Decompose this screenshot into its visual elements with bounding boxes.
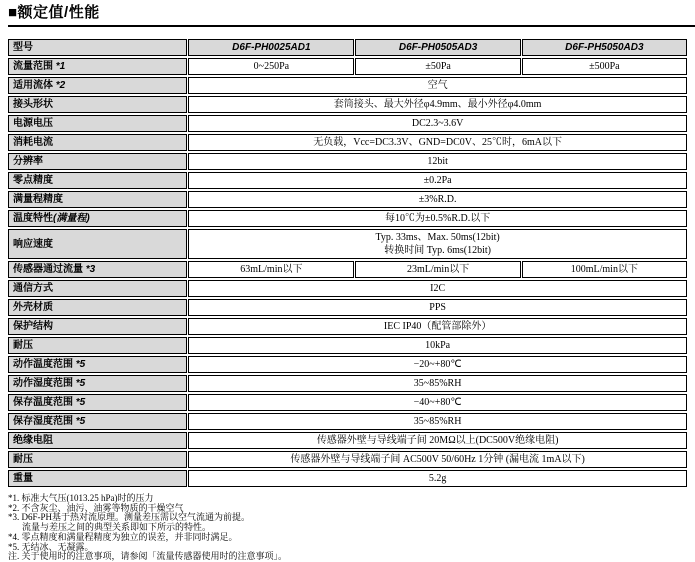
value-line: 5.2g <box>428 473 447 484</box>
value-line: 无负载，Vcc=DC3.3V、GND=DC0V、25℃时，6mA以下 <box>313 137 563 148</box>
value-cell <box>188 96 687 113</box>
value-line: Typ. 33ms、Max. 50ms(12bit) <box>375 232 500 243</box>
footnote-marker: *5 <box>75 378 86 389</box>
table-row <box>8 77 687 94</box>
value-cell <box>188 172 687 189</box>
footnote-marker: *2 <box>55 80 66 91</box>
value-line: 空气 <box>427 80 448 91</box>
value-line: 每10℃为±0.5%R.D.以下 <box>385 213 491 224</box>
table-row <box>8 96 687 113</box>
table-row <box>8 191 687 208</box>
value-line: ±0.2Pa <box>423 175 452 186</box>
footnote-marker: *1 <box>55 61 66 72</box>
page-title: ■额定值/性能 <box>8 4 100 21</box>
value-cell <box>188 394 687 411</box>
value-line: 传感器外壁与导线端子间 AC500V 50/60Hz 1分钟 (漏电流 1mA以下) <box>290 454 585 465</box>
value-line: −20~+80℃ <box>413 359 462 370</box>
model-header-label: 型号 <box>8 39 187 56</box>
footnote: *1. 标准大气压(1013.25 hPa)时的压力 <box>8 493 154 503</box>
row-label-cell: 保存温度范围 *5 <box>8 394 187 411</box>
table-row <box>8 413 687 430</box>
table-row <box>8 470 687 487</box>
row-label-cell: 温度特性(满量程) <box>8 210 187 227</box>
value-cell <box>188 375 687 392</box>
value-line: 传感器外壁与导线端子间 20MΩ以上(DC500V绝缘电阻) <box>316 435 559 446</box>
row-label-cell: 适用流体 *2 <box>8 77 187 94</box>
row-label-cell: 动作湿度范围 *5 <box>8 375 187 392</box>
row-label-cell: 保护结构 <box>8 318 187 335</box>
spec-table-body <box>8 39 687 487</box>
table-row <box>8 337 687 354</box>
table-row <box>8 134 687 151</box>
value-line: 12bit <box>427 156 448 167</box>
value-cell <box>188 134 687 151</box>
value-cell <box>188 299 687 316</box>
footnote: *3. D6F-PH基于热对流原理。测量差压需以空气流通为前提。 <box>8 512 251 523</box>
page <box>0 4 695 562</box>
value-line: 10kPa <box>425 340 451 351</box>
table-row <box>8 261 687 278</box>
footnote: 流量与差压之间的典型关系即如下所示的特性。 <box>22 522 212 533</box>
table-row <box>8 115 687 132</box>
value-cell <box>188 153 687 170</box>
row-label-cell: 电源电压 <box>8 115 187 132</box>
row-label-cell: 响应速度 <box>8 229 187 259</box>
table-row <box>8 375 687 392</box>
model-name-cell: D6F-PH5050AD3 <box>522 39 687 56</box>
value-line: ±3%R.D. <box>418 194 457 205</box>
value-cell <box>188 451 687 468</box>
value-cell <box>188 115 687 132</box>
footnote-marker: *3 <box>85 264 96 275</box>
table-row <box>8 394 687 411</box>
row-label-cell: 保存湿度范围 *5 <box>8 413 187 430</box>
model-name-cell: D6F-PH0025AD1 <box>188 39 354 56</box>
footnote: *2. 不含灰尘、油污、油雾等物质的干燥空气 <box>8 502 184 513</box>
row-label-cell: 零点精度 <box>8 172 187 189</box>
table-row <box>8 153 687 170</box>
row-label-cell: 通信方式 <box>8 280 187 297</box>
value-line: I2C <box>430 283 446 294</box>
row-label-cell: 分辨率 <box>8 153 187 170</box>
row-label-cell: 外壳材质 <box>8 299 187 316</box>
value-cell <box>188 77 687 94</box>
footnote-marker: *5 <box>75 359 86 370</box>
table-row <box>8 299 687 316</box>
footnote-marker: *5 <box>75 416 86 427</box>
model-name-cell: D6F-PH0505AD3 <box>355 39 520 56</box>
table-row <box>8 356 687 373</box>
value-cell <box>188 318 687 335</box>
row-label-cell: 满量程精度 <box>8 191 187 208</box>
table-row <box>8 432 687 449</box>
table-row <box>8 172 687 189</box>
value-cell: 23mL/min以下 <box>355 261 520 278</box>
row-label-cell: 消耗电流 <box>8 134 187 151</box>
table-row <box>8 451 687 468</box>
value-cell: ±50Pa <box>355 58 520 75</box>
row-label-cell: 流量范围 *1 <box>8 58 187 75</box>
value-cell <box>188 432 687 449</box>
row-label-cell: 传感器通过流量 *3 <box>8 261 187 278</box>
table-row <box>8 318 687 335</box>
value-cell: 0~250Pa <box>188 58 354 75</box>
row-label-cell: 耐压 <box>8 451 187 468</box>
row-label-cell: 动作温度范围 *5 <box>8 356 187 373</box>
value-cell: ±500Pa <box>522 58 687 75</box>
section-title-bar <box>8 4 695 27</box>
value-cell <box>188 229 687 259</box>
value-cell <box>188 337 687 354</box>
value-line: 转换时间 Typ. 6ms(12bit) <box>384 245 492 256</box>
value-cell <box>188 356 687 373</box>
value-cell <box>188 413 687 430</box>
value-cell <box>188 470 687 487</box>
table-row <box>8 58 687 75</box>
table-row <box>8 210 687 227</box>
spec-table <box>7 37 688 489</box>
table-header-row <box>8 39 687 56</box>
table-row <box>8 229 687 259</box>
footnote-marker: *5 <box>75 397 86 408</box>
value-line: PPS <box>429 302 446 313</box>
value-line: −40~+80℃ <box>413 397 462 408</box>
value-cell <box>188 191 687 208</box>
row-label-cell: 耐压 <box>8 337 187 354</box>
value-cell: 100mL/min以下 <box>522 261 687 278</box>
value-cell <box>188 210 687 227</box>
row-label-cell: 接头形状 <box>8 96 187 113</box>
value-line: 35~85%RH <box>413 378 462 389</box>
footnote: 注. 关于使用时的注意事项，请参阅「流量传感器使用时的注意事项」。 <box>8 551 288 562</box>
row-label-suffix: (满量程) <box>53 213 90 224</box>
row-label-cell: 重量 <box>8 470 187 487</box>
footnote: *4. 零点精度和满量程精度为独立的误差，并非同时满足。 <box>8 531 238 542</box>
row-label-cell: 绝缘电阻 <box>8 432 187 449</box>
footnotes <box>8 493 695 562</box>
table-row <box>8 280 687 297</box>
value-line: 套筒接头、最大外径φ4.9mm、最小外径φ4.0mm <box>333 99 542 110</box>
value-line: DC2.3~3.6V <box>411 118 464 129</box>
value-cell <box>188 280 687 297</box>
value-line: IEC IP40（配管部除外） <box>383 321 492 332</box>
value-line: 35~85%RH <box>413 416 462 427</box>
footnote: *5. 无结冰、无凝露。 <box>8 541 94 552</box>
value-cell: 63mL/min以下 <box>188 261 354 278</box>
